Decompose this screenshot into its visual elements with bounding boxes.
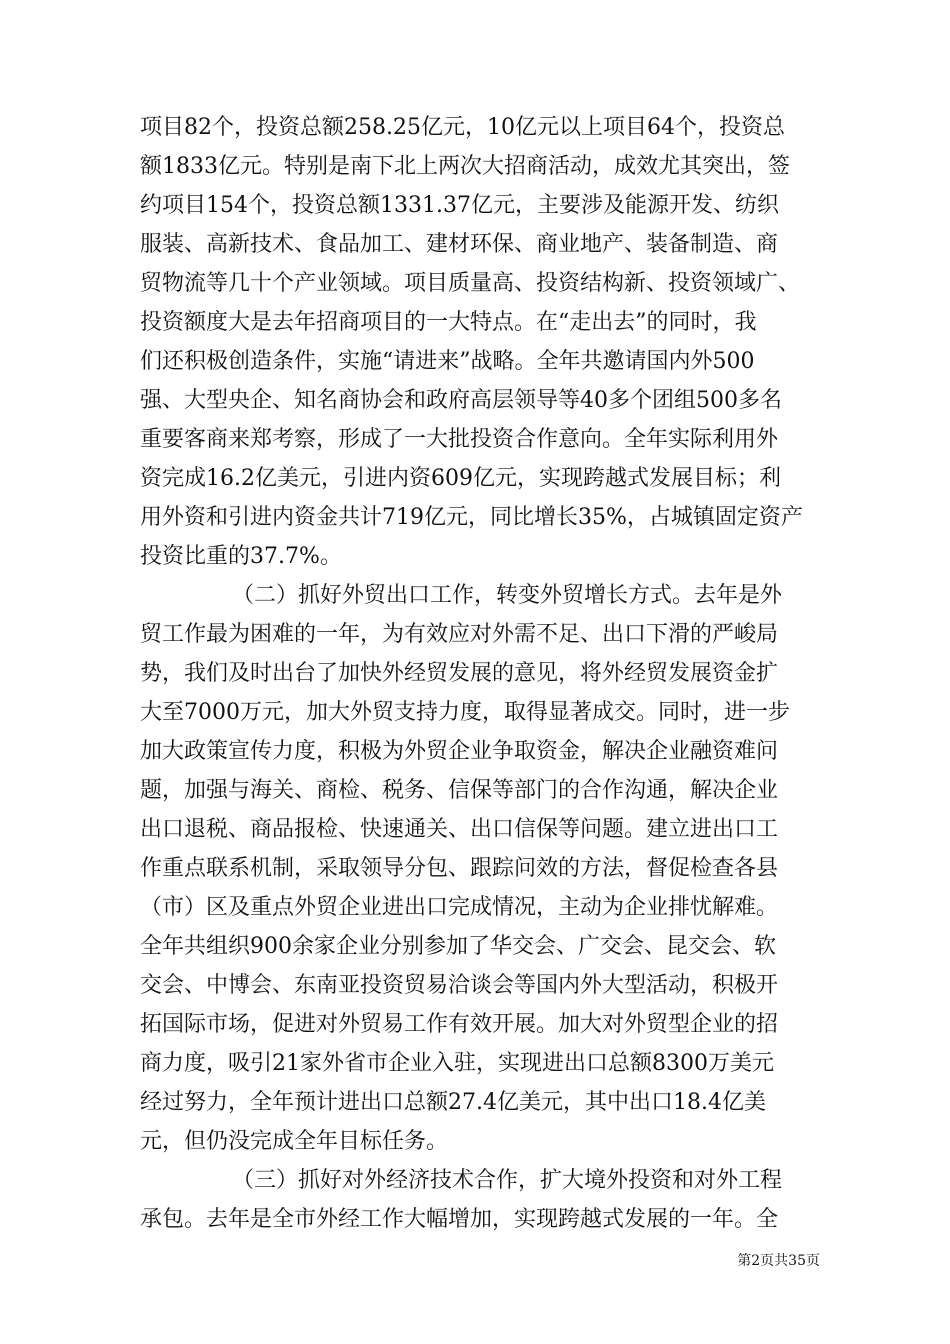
text-line: 势，我们及时出台了加快外经贸发展的意见，将外经贸发展资金扩 (140, 661, 779, 686)
text-line: 加大政策宣传力度，积极为外贸企业争取资金，解决企业融资难问 (140, 739, 779, 764)
section-heading-line: （三）抓好对外经济技术合作，扩大境外投资和对外工程 (232, 1168, 783, 1193)
text-line: 强、大型央企、知名商协会和政府高层领导等40多个团组500多名 (140, 388, 782, 413)
text-line: 约项目154个，投资总额1331.37亿元，主要涉及能源开发、纺织 (140, 193, 779, 218)
text-line: 服装、高新技术、食品加工、建材环保、商业地产、装备制造、商 (140, 232, 779, 257)
text-line: 额1833亿元。特别是南下北上两次大招商活动，成效尤其突出，签 (140, 154, 790, 179)
text-line: 承包。去年是全市外经工作大幅增加，实现跨越式发展的一年。全 (140, 1207, 779, 1232)
text-line: 元，但仍没完成全年目标任务。 (140, 1129, 449, 1154)
text-line: 交会、中博会、东南亚投资贸易洽谈会等国内外大型活动，积极开 (140, 973, 779, 998)
text-line: 出口退税、商品报检、快速通关、出口信保等问题。建立进出口工 (140, 817, 779, 842)
text-line: 用外资和引进内资金共计719亿元，同比增长35%，占城镇固定资产 (140, 505, 803, 530)
text-line: 资完成16.2亿美元，引进内资609亿元，实现跨越式发展目标；利 (140, 466, 781, 491)
text-line: 重要客商来郑考察，形成了一大批投资合作意向。全年实际利用外 (140, 427, 779, 452)
text-line: 大至7000万元，加大外贸支持力度，取得显著成交。同时，进一步 (140, 700, 790, 725)
text-line: 商力度，吸引21家外省市企业入驻，实现进出口总额8300万美元 (140, 1051, 774, 1076)
text-line: 全年共组织900余家企业分别参加了华交会、广交会、昆交会、软 (140, 934, 776, 959)
section-heading-line: （二）抓好外贸出口工作，转变外贸增长方式。去年是外 (232, 583, 783, 608)
text-line: 投资比重的37.7%。 (140, 544, 342, 569)
page-number: 第2页共35页 (737, 1253, 820, 1269)
text-line: 项目82个，投资总额258.25亿元，10亿元以上项目64个，投资总 (140, 115, 785, 140)
text-line: 经过努力，全年预计进出口总额27.4亿美元，其中出口18.4亿美 (140, 1090, 766, 1115)
text-line: 们还积极创造条件，实施“请进来”战略。全年共邀请国内外500 (140, 349, 755, 374)
text-line: 投资额度大是去年招商项目的一大特点。在“走出去”的同时，我 (140, 310, 757, 335)
text-line: 贸工作最为困难的一年，为有效应对外需不足、出口下滑的严峻局 (140, 622, 779, 647)
text-line: （市）区及重点外贸企业进出口完成情况，主动为企业排忧解难。 (140, 895, 779, 920)
text-line: 拓国际市场，促进对外贸易工作有效开展。加大对外贸型企业的招 (140, 1012, 779, 1037)
text-line: 题，加强与海关、商检、税务、信保等部门的合作沟通，解决企业 (140, 778, 779, 803)
text-line: 贸物流等几十个产业领域。项目质量高、投资结构新、投资领域广、 (140, 271, 801, 296)
text-line: 作重点联系机制，采取领导分包、跟踪问效的方法，督促检查各县 (140, 856, 779, 881)
